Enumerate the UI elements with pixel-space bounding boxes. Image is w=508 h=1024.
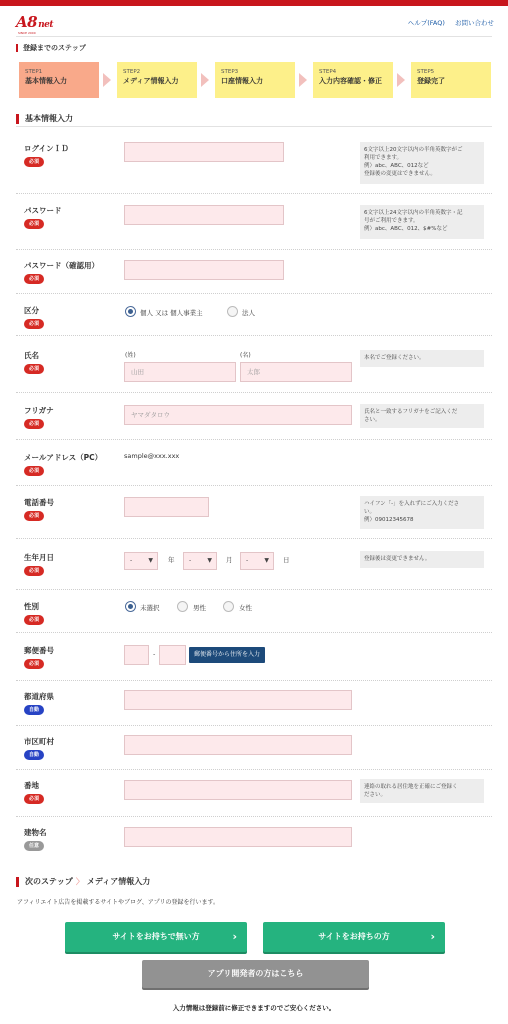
- zip-first-input[interactable]: [124, 645, 149, 665]
- row-password: [16, 194, 492, 250]
- name-note: 本名でご登録ください。: [360, 350, 484, 367]
- address-note: 連絡の取れる居住地を正確にご登録く ださい。: [360, 779, 484, 803]
- birth-day-select[interactable]: - ▼: [240, 552, 274, 570]
- month-unit: 月: [226, 556, 233, 564]
- steps-heading: 登録までのステップ: [16, 44, 86, 52]
- required-badge: 必須: [24, 615, 44, 625]
- row-gender: [16, 590, 492, 633]
- password-note: 6文字以上24文字以内の半角英数字・記 号がご利用できます。 例）abc、ABC、012、$#%など: [360, 205, 484, 239]
- furigana-input[interactable]: ヤマダタロウ: [124, 405, 352, 425]
- required-badge: 必須: [24, 659, 44, 669]
- radio-label: 法人: [242, 309, 255, 317]
- field-label: 区分: [24, 306, 39, 315]
- row-address: [16, 770, 492, 817]
- bottom-reassurance-note: 入力情報は登録前に修正できますのでご安心ください。: [172, 1004, 336, 1012]
- next-step-heading: 次のステップ 〉 メディア情報入力: [16, 877, 150, 887]
- step-arrow-icon: [201, 73, 209, 87]
- furigana-note: 氏名と一致するフリガナをご記入くだ さい。: [360, 404, 484, 428]
- year-unit: 年: [168, 556, 175, 564]
- city-input[interactable]: [124, 735, 352, 755]
- required-badge: 必須: [24, 364, 44, 374]
- login-id-note: 6文字以上20文字以内の半角英数字がご 利用できます。 例）abc、ABC、012など 登録後の変更はできません。: [360, 142, 484, 184]
- row-zip: [16, 633, 492, 681]
- site-header: [0, 6, 508, 36]
- row-birthday: [16, 539, 492, 590]
- required-badge: 必須: [24, 466, 44, 476]
- caret-down-icon: ▼: [148, 557, 153, 564]
- required-badge: 必須: [24, 794, 44, 804]
- radio-label: 女性: [239, 604, 252, 612]
- auto-badge: 自動: [24, 750, 44, 760]
- birth-year-select[interactable]: - ▼: [124, 552, 158, 570]
- no-site-button[interactable]: サイトをお持ちで無い方 ›: [65, 922, 247, 952]
- required-badge: 必須: [24, 157, 44, 167]
- step-arrow-icon: [103, 73, 111, 87]
- row-phone: [16, 486, 492, 539]
- day-unit: 日: [283, 556, 290, 564]
- step-4: STEP4 入力内容確認・修正: [313, 62, 393, 98]
- section-title: 基本情報入力: [16, 114, 73, 124]
- auto-badge: 自動: [24, 705, 44, 715]
- required-badge: 必須: [24, 511, 44, 521]
- zip-lookup-button[interactable]: 郵便番号から住所を入力: [189, 647, 265, 663]
- row-city: [16, 726, 492, 770]
- prefecture-input[interactable]: [124, 690, 352, 710]
- required-badge: 必須: [24, 319, 44, 329]
- kubun-corporate-radio[interactable]: [227, 306, 238, 317]
- field-label: メールアドレス（PC）: [24, 453, 103, 462]
- field-label: 電話番号: [24, 498, 54, 507]
- row-building: [16, 817, 492, 860]
- required-badge: 必須: [24, 219, 44, 229]
- email-value: sample@xxx.xxx: [124, 452, 180, 460]
- field-label: 都道府県: [24, 692, 54, 701]
- has-site-button[interactable]: サイトをお持ちの方 ›: [263, 922, 445, 952]
- required-badge: 必須: [24, 566, 44, 576]
- header-divider: [16, 36, 492, 37]
- registration-steps: [19, 62, 491, 98]
- caret-down-icon: ▼: [264, 557, 269, 564]
- gender-unselected-radio[interactable]: [125, 601, 136, 612]
- field-label: ログインＩＤ: [24, 144, 69, 153]
- phone-input[interactable]: [124, 497, 209, 517]
- step-1: STEP1 基本情報入力: [19, 62, 99, 98]
- password-confirm-input[interactable]: [124, 260, 284, 280]
- mei-input[interactable]: 太郎: [240, 362, 352, 382]
- chevron-right-icon: 〉: [75, 877, 84, 886]
- help-faq-link[interactable]: ヘルプ(FAQ): [407, 19, 445, 27]
- radio-label: 個人 又は 個人事業主: [140, 309, 203, 317]
- a8net-logo[interactable]: A8net: [16, 13, 54, 31]
- row-name: [16, 336, 492, 393]
- field-label: 建物名: [24, 828, 47, 837]
- field-label: 性別: [24, 602, 39, 611]
- sei-label: (姓): [125, 352, 136, 359]
- required-badge: 必須: [24, 419, 44, 429]
- field-label: 番地: [24, 781, 39, 790]
- required-badge: 必須: [24, 274, 44, 284]
- step-3: STEP3 口座情報入力: [215, 62, 295, 98]
- gender-female-radio[interactable]: [223, 601, 234, 612]
- field-label: パスワード: [24, 206, 62, 215]
- mei-label: (名): [240, 352, 251, 359]
- row-password-confirm: [16, 250, 492, 294]
- field-label: 市区町村: [24, 737, 54, 746]
- caret-down-icon: ▼: [207, 557, 212, 564]
- chevron-right-icon: ›: [430, 930, 435, 943]
- password-input[interactable]: [124, 205, 284, 225]
- kubun-individual-radio[interactable]: [125, 306, 136, 317]
- birthday-note: 登録後は変更できません。: [360, 551, 484, 568]
- field-label: フリガナ: [24, 406, 54, 415]
- field-label: パスワード（確認用）: [24, 261, 99, 270]
- zip-second-input[interactable]: [159, 645, 186, 665]
- building-input[interactable]: [124, 827, 352, 847]
- step-arrow-icon: [397, 73, 405, 87]
- row-login-id: [16, 127, 492, 194]
- birth-month-select[interactable]: - ▼: [183, 552, 217, 570]
- field-label: 郵便番号: [24, 646, 54, 655]
- contact-link[interactable]: お問い合わせ: [455, 19, 494, 27]
- radio-label: 未選択: [140, 604, 160, 612]
- gender-male-radio[interactable]: [177, 601, 188, 612]
- next-step-description: アフィリエイト広告を掲載するサイトやブログ、アプリの登録を行います。: [17, 899, 220, 906]
- row-kubun: [16, 294, 492, 336]
- chevron-right-icon: ›: [232, 930, 237, 943]
- address-input[interactable]: [124, 780, 352, 800]
- sei-input[interactable]: 山田: [124, 362, 236, 382]
- logo-tagline: SINCE 2000: [18, 31, 36, 35]
- login-id-input[interactable]: [124, 142, 284, 162]
- phone-note: ハイフン「-」を入れずにご入力くださ い。 例）09012345678: [360, 496, 484, 529]
- field-label: 生年月日: [24, 553, 54, 562]
- row-email: [16, 440, 492, 486]
- zip-dash: -: [153, 650, 156, 658]
- field-label: 氏名: [24, 351, 39, 360]
- app-developer-button[interactable]: アプリ開発者の方はこちら: [142, 960, 369, 988]
- row-prefecture: [16, 681, 492, 726]
- header-links: [400, 18, 494, 27]
- optional-badge: 任意: [24, 841, 44, 851]
- step-arrow-icon: [299, 73, 307, 87]
- step-5: STEP5 登録完了: [411, 62, 491, 98]
- row-furigana: [16, 393, 492, 440]
- step-2: STEP2 メディア情報入力: [117, 62, 197, 98]
- radio-label: 男性: [193, 604, 206, 612]
